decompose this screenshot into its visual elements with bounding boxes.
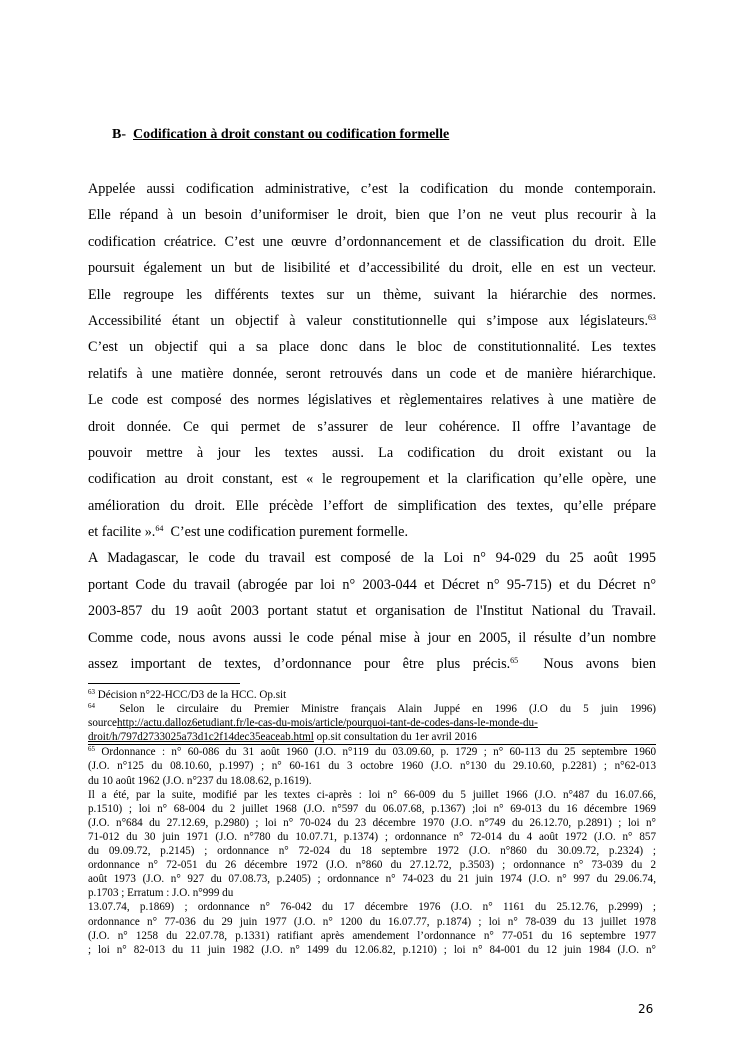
page-number: 26 [638, 1002, 654, 1016]
footnote-line: (J.O. n° 1258 du 22.07.78, p.1331) ratifiant après amendement l’ordonnance n° 77-051 du 16 septembre 1977 [88, 929, 656, 942]
footnote-number: 63 [88, 688, 95, 696]
body-line: Comme code, nous avons aussi le code pénal mise à jour en 2005, il résulte d’un nombre [88, 629, 656, 646]
body-line: 2003-857 du 19 août 2003 portant statut et organisation de l'Institut National du Travail. [88, 603, 656, 620]
source-link-cont[interactable]: droit/h/797d2733025a73d1c2f14dec35eaceab.html [88, 731, 314, 744]
section-heading-title: Codification à droit constant ou codification formelle [133, 127, 450, 142]
footnote-64-source-cont [88, 730, 656, 744]
footnote-63 [88, 688, 656, 702]
footnote-ref-64: 64 [155, 524, 164, 534]
footnote-line: 71-012 du 30 juin 1971 (J.O. n°780 du 10.07.71, p.1374) ; ordonnance n° 72-014 du 4 août 1972 (J.O. n° 857 [88, 830, 656, 843]
section-heading-prefix: B- [112, 127, 126, 142]
body-line: codification au droit constant, est « le regroupement et la clarification qu’elle opère, une [88, 471, 656, 488]
body-line: codification créatrice. C’est une œuvre d’ordonnancement et de classification du droit. Elle [88, 233, 656, 250]
body-line-text: Nous avons bien [543, 656, 657, 673]
footnote-number: 64 [88, 702, 95, 711]
body-line: amélioration du droit. Elle précède l’effort de simplification des textes, qu’elle prépare [88, 497, 656, 514]
body-line: relatifs à une matière donnée, seront retrouvés dans un code et de manière hiérarchique. [88, 365, 656, 382]
body-line: Elle répand à un besoin d’uniformiser le droit, bien que l’on ne veut plus recourir à la [88, 207, 656, 224]
body-line: A Madagascar, le code du travail est composé de la Loi n° 94-029 du 25 août 1995 [88, 550, 656, 567]
body-line-text: assez important de textes, d’ordonnance pour être plus précis. [88, 656, 511, 673]
body-line: Elle regroupe les différents textes sur un thème, suivant la hiérarchie des normes. [88, 286, 656, 303]
footnote-64 [88, 702, 656, 716]
footnote-text: Ordonnance : n° 60-086 du 31 août 1960 (J.O. n°119 du 03.09.60, p. 1729 ; n° 60-113 du 25 septembre 1960 [101, 746, 656, 759]
body-line: droit donnée. Ce qui permet de s’assurer de leur cohérence. Il offre l’avantage de [88, 418, 656, 435]
body-line: poursuit également un but de lisibilité et d’accessibilité du droit, elle en est un vecteur. [88, 260, 656, 277]
body-text [88, 176, 656, 677]
footnote-line: du 09.09.72, p.2145) ; ordonnance n° 72-024 du 18 septembre 1972 (J.O. n°860 du 30.09.72, p.2324) ; [88, 845, 656, 858]
body-line-with-ref [88, 651, 656, 677]
footnote-line: p.1703 ; Erratum : J.O. n°999 du [88, 887, 234, 900]
section-heading [112, 127, 449, 143]
body-line: pouvoir mettre à jour les textes aussi. La codification du droit existant ou la [88, 444, 656, 461]
footnote-64-source [88, 716, 656, 730]
footnote-text: op.sit consultation du 1er avril 2016 [316, 731, 477, 744]
body-line-with-ref [88, 519, 656, 545]
footnote-number: 65 [88, 745, 95, 754]
footnotes [88, 688, 656, 957]
footnote-line: Il a été, par la suite, modifié par les textes ci-après : loi n° 66-009 du 5 juillet 1966 (J.O. n°487 du 16.07.66, [88, 788, 656, 801]
footnote-line: ordonnance n° 77-036 du 29 juin 1977 (J.O. n° 1200 du 16.07.77, p.1874) ; loi n° 78-039 du 13 juillet 1978 [88, 915, 656, 928]
footnote-65 [88, 744, 656, 759]
source-link[interactable]: http://actu.dalloz6etudiant.fr/le-cas-du-mois/article/pourquoi-tant-de-codes-dans-le-monde-du- [116, 717, 538, 730]
body-line: Le code est composé des normes législatives et règlementaires relatives à une matière de [88, 392, 656, 409]
body-line-text: C’est une codification purement formelle. [170, 524, 409, 541]
footnote-line: août 1973 (J.O. n° 927 du 07.08.73, p.2405) ; ordonnance n° 74-023 du 21 juin 1974 (J.O. n° 997 du 29.06.74, [88, 873, 656, 886]
footnote-line: ordonnance n° 72-051 du 26 décembre 1972 (J.O. n°860 du 27.12.72, p.3503) ; ordonnance n° 73-039 du 2 [88, 859, 656, 872]
footnote-text: Selon le circulaire du Premier Ministre français Alain Juppé en 1996 (J.O du 5 juin 1996) [119, 703, 656, 716]
footnote-text: Décision n°22-HCC/D3 de la HCC. Op.sit [97, 689, 287, 701]
body-line-with-ref [88, 308, 656, 334]
footnote-line: (J.O. n°684 du 27.12.69, p.2980) ; loi n° 70-024 du 23 décembre 1970 (J.O. n°749 du 26.12.70, p.2891) ; loi n° [88, 816, 656, 829]
footnote-line: (J.O. n°125 du 08.10.60, p.1997) ; n° 60-161 du 3 octobre 1960 (J.O. n°130 du 29.10.60, p.2281) ; n°62-013 [88, 760, 656, 773]
body-line: portant Code du travail (abrogée par loi n° 2003-044 et Décret n° 95-715) et du Décret n° [88, 576, 656, 593]
footnote-line: du 10 août 1962 (J.O. n°237 du 18.08.62, p.1619). [88, 774, 312, 787]
footnote-ref-65: 65 [510, 656, 519, 666]
body-line-text: Accessibilité étant un objectif à valeur constitutionnelle qui s’impose aux législateurs. [88, 312, 648, 329]
body-line-text: et facilite ». [88, 524, 156, 541]
body-line: Appelée aussi codification administrative, c’est la codification du monde contemporain. [88, 181, 656, 197]
footnote-line: p.1510) ; loi n° 68-004 du 2 juillet 1968 (J.O. n°597 du 06.07.68, p.1367) ;loi n° 69-013 du 16 décembre 1969 [88, 802, 656, 815]
footnote-line: ; loi n° 82-013 du 11 juin 1982 (J.O. n° 1499 du 12.06.82, p.1210) ; loi n° 84-001 du 12 juin 1984 (J.O. n° [88, 943, 656, 956]
footnote-ref-63: 63 [648, 312, 656, 322]
footnote-line: 13.07.74, p.1869) ; ordonnance n° 76-042 du 17 décembre 1976 (J.O. n° 1161 du 25.12.76, p.2999) ; [88, 901, 656, 914]
footnote-separator [88, 683, 240, 684]
body-line: C’est un objectif qui a sa place donc dans le bloc de constitutionnalité. Les textes [88, 339, 656, 356]
footnote-source-label: source [88, 717, 117, 730]
